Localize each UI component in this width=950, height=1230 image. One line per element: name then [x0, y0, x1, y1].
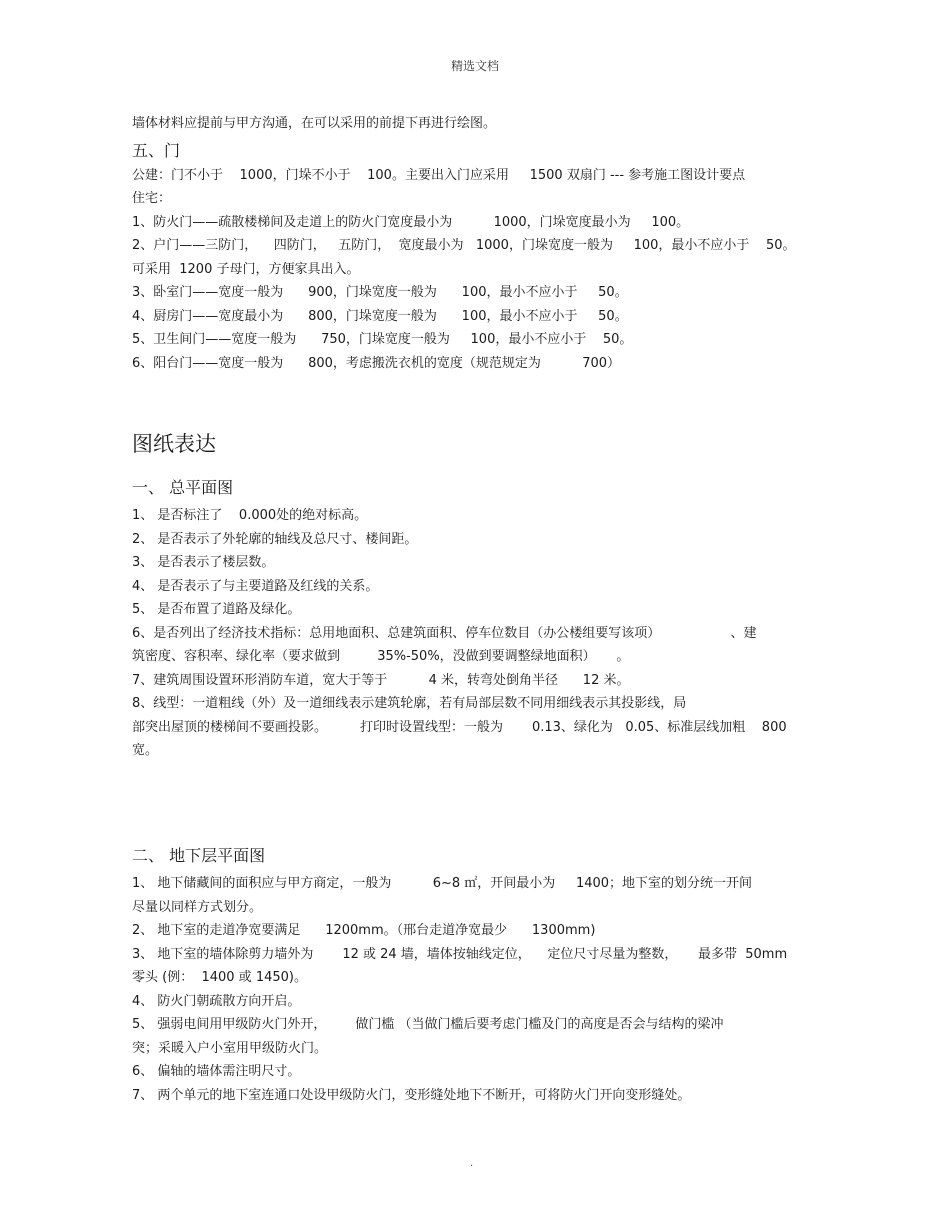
- list-item: 5、卫生间门——宽度一般为 750，门垛宽度一般为 100，最小不应小于 50。: [132, 332, 633, 347]
- basement-title: 二、 地下层平面图: [132, 846, 266, 865]
- page-footer-mark: .: [470, 1158, 474, 1169]
- document-body: [132, 112, 822, 1103]
- list-item: 6、是否列出了经济技术指标：总用地面积、总建筑面积、停车位数目（办公楼组要写该项） 、建: [132, 625, 757, 641]
- list-item: 2、户门——三防门， 四防门， 五防门， 宽度最小为 1000，门垛宽度一般为 100，最小不应小于 50。: [132, 238, 796, 253]
- doors-list: [132, 164, 822, 376]
- list-item: 6、 偏轴的墙体需注明尺寸。: [132, 1064, 301, 1079]
- list-item: 4、 是否表示了与主要道路及红线的关系。: [132, 578, 379, 594]
- list-item: 部突出屋顶的楼梯间不要画投影。 打印时设置线型：一般为 0.13、绿化为 0.05、标准层线加粗 800: [132, 719, 787, 735]
- list-item: 6、阳台门——宽度一般为 800，考虑搬洗衣机的宽度（规范规定为 700）: [132, 355, 621, 371]
- drawing-heading: 图纸表达: [132, 432, 216, 456]
- list-item: 宽。: [132, 743, 159, 758]
- list-item: 3、卧室门——宽度一般为 900，门垛宽度一般为 100，最小不应小于 50。: [132, 285, 628, 300]
- list-item: 7、 两个单元的地下室连通口处设甲级防火门，变形缝处地下不断开，可将防火门开向变形缝处。: [132, 1087, 691, 1103]
- site-plan-title: 一、 总平面图: [132, 478, 234, 497]
- list-item: 5、 强弱电间用甲级防火门外开， 做门槛 （当做门槛后要考虑门槛及门的高度是否会与结构的梁冲: [132, 1017, 724, 1032]
- list-item: 2、 是否表示了外轮廓的轴线及总尺寸、楼间距。: [132, 531, 418, 547]
- list-item: 7、建筑周围设置环形消防车道，宽大于等于 4 米，转弯处倒角半径 12 米。: [132, 672, 630, 688]
- list-item: 2、 地下室的走道净宽要满足 1200mm。（邢台走道净宽最少 1300mm): [132, 923, 596, 938]
- basement-section: [132, 844, 822, 1107]
- list-item: 零头 (例： 1400 或 1450)。: [132, 970, 307, 985]
- list-item: 住宅：: [132, 191, 172, 206]
- list-item: 8、线型：一道粗线（外）及一道细线表示建筑轮廓，若有局部层数不同用细线表示其投影线，局: [132, 696, 687, 711]
- section-doors-title: 五、门: [132, 140, 181, 160]
- list-item: 尽量以同样方式划分。: [132, 899, 263, 915]
- list-item: 1、 是否标注了 0.000处的绝对标高。: [132, 508, 368, 523]
- list-item: 突；采暖入户小室用甲级防火门。: [132, 1040, 328, 1056]
- list-item: 1、防火门——疏散楼梯间及走道上的防火门宽度最小为 1000，门垛宽度最小为 100。: [132, 214, 690, 230]
- list-item: 1、 地下储藏间的面积应与甲方商定，一般为 6~8 ㎡，开间最小为 1400；地下室的划分统一开间: [132, 876, 753, 891]
- intro-text: 墙体材料应提前与甲方沟通，在可以采用的前提下再进行绘图。: [132, 116, 497, 131]
- site-plan-section: [132, 476, 822, 763]
- list-item: 4、厨房门——宽度最小为 800，门垛宽度一般为 100，最小不应小于 50。: [132, 308, 628, 324]
- list-item: 5、 是否布置了道路及绿化。: [132, 602, 301, 617]
- list-item: 筑密度、容积率、绿化率（要求做到 35%-50%，没做到要调整绿地面积） 。: [132, 649, 630, 664]
- list-item: 3、 地下室的墙体除剪力墙外为 12 或 24 墙，墙体按轴线定位， 定位尺寸尽量为整数， 最多带 50mm: [132, 946, 788, 962]
- list-item: 3、 是否表示了楼层数。: [132, 555, 275, 570]
- page-header: 精选文档: [450, 59, 499, 73]
- list-item: 可采用 1200 子母门，方便家具出入。: [132, 261, 360, 277]
- list-item: 4、 防火门朝疏散方向开启。: [132, 993, 301, 1009]
- list-item: 公建：门不小于 1000，门垛不小于 100。主要出入门应采用 1500 双扇门 --- 参考施工图设计要点: [132, 167, 746, 183]
